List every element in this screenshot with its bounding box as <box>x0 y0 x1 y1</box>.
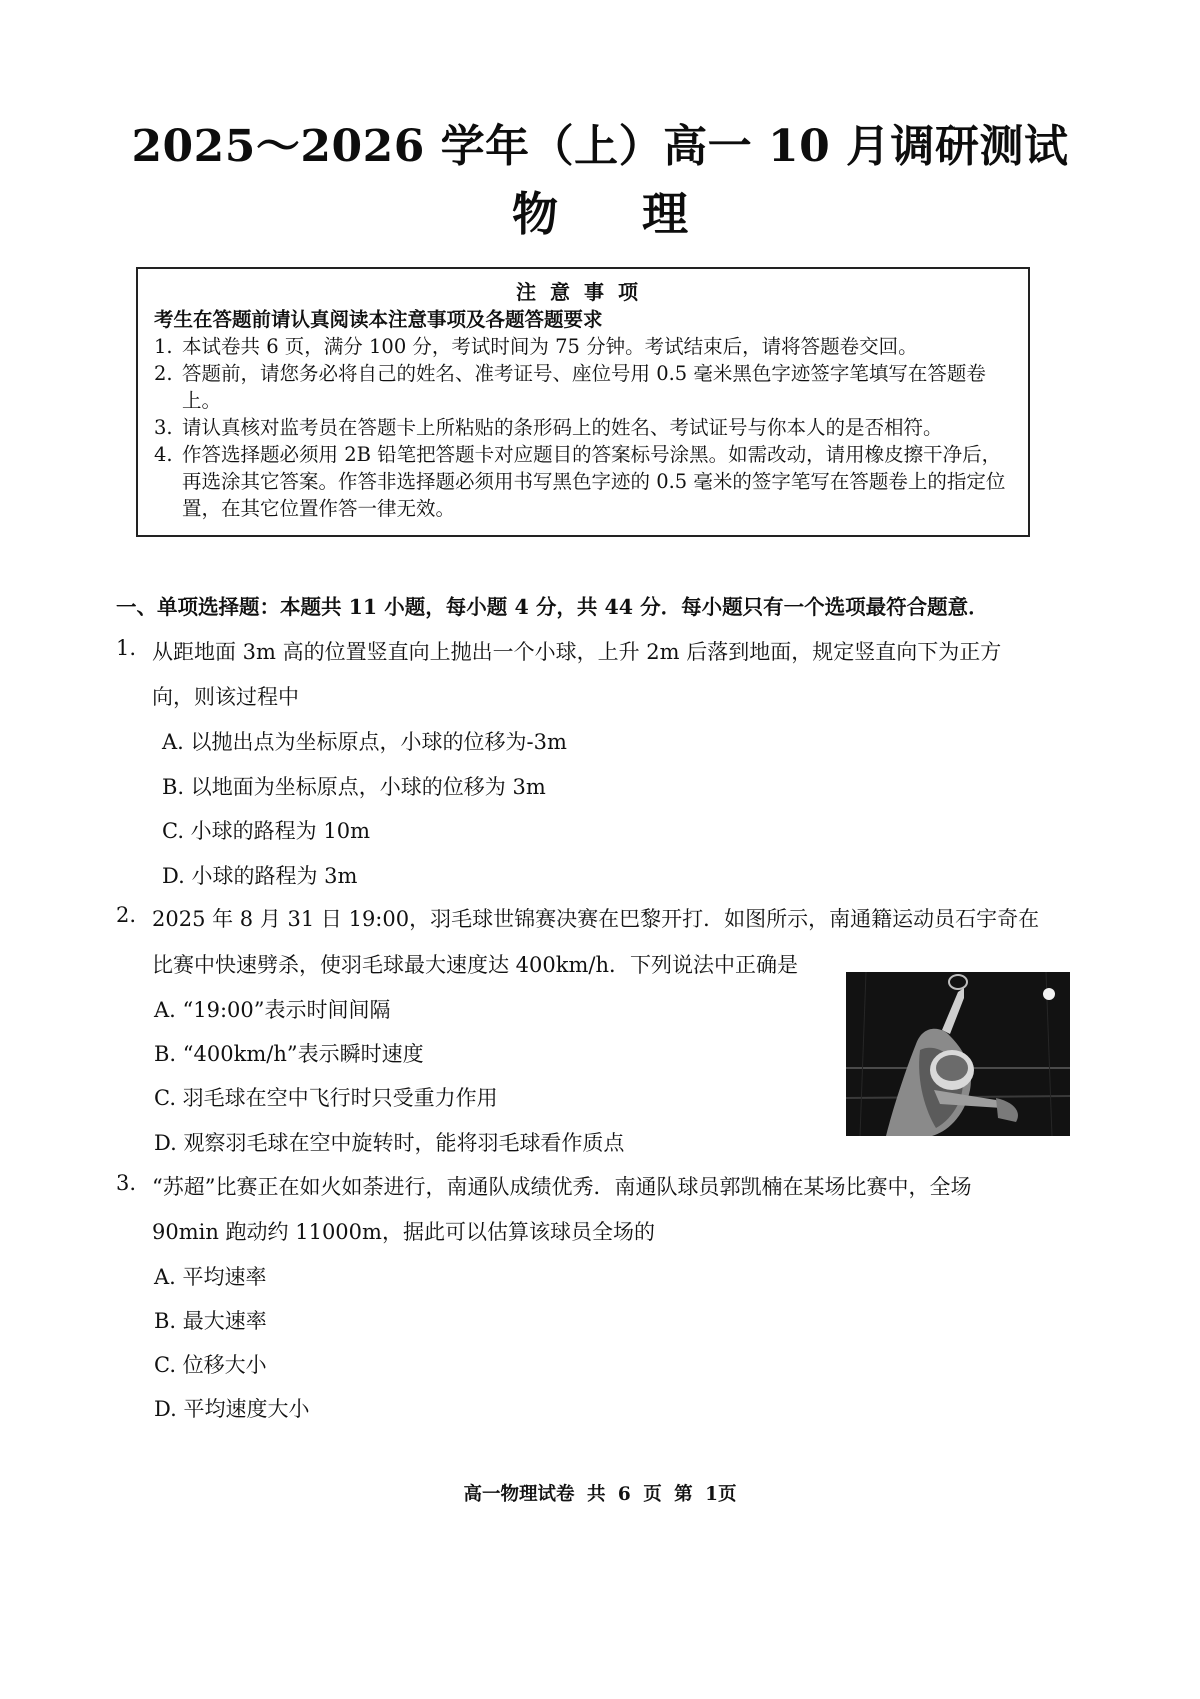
question-1-option-c: C. 小球的路程为 10m <box>162 819 370 843</box>
notice-item-text: 答题前，请您务必将自己的姓名、准考证号、座位号用 0.5 毫米黑色字迹签字笔填写在答题卷上。 <box>182 362 986 412</box>
notice-item <box>154 333 1014 360</box>
subject-title: 物 理 <box>511 187 722 241</box>
notice-item-text: 本试卷共 6 页，满分 100 分，考试时间为 75 分钟。考试结束后，请将答题卷交回。 <box>182 335 918 358</box>
question-3-option-b: B. 最大速率 <box>154 1309 267 1333</box>
question-text: “苏超”比赛正在如火如荼进行，南通队成绩优秀．南通队球员郭凯楠在某场比赛中，全场 <box>152 1175 972 1199</box>
notice-item <box>154 414 1014 441</box>
section-title: 一、单项选择题：本题共 11 小题，每小题 4 分，共 44 分．每小题只有一个选项最符合题意． <box>116 595 989 619</box>
exam-title: 2025～2026 学年（上）高一 10 月调研测试 <box>131 121 1069 172</box>
question-number: 3. <box>116 1171 137 1195</box>
question-2-option-c: C. 羽毛球在空中飞行时只受重力作用 <box>154 1086 498 1110</box>
question-number: 1. <box>116 636 137 660</box>
question-3-stem-line-2: 90min 跑动约 11000m，据此可以估算该球员全场的 <box>152 1220 655 1244</box>
question-1-option-b: B. 以地面为坐标原点，小球的位移为 3m <box>162 775 546 799</box>
question-2-stem-line-2: 比赛中快速劈杀，使羽毛球最大速度达 400km/h．下列说法中正确是 <box>152 953 798 977</box>
question-2-option-a: A. “19:00”表示时间间隔 <box>154 998 391 1022</box>
question-2-stem-line-1 <box>116 903 1039 933</box>
page-footer: 高一物理试卷 共 6 页 第 1页 <box>463 1484 737 1505</box>
question-3-option-a: A. 平均速率 <box>154 1265 267 1289</box>
question-1-stem-line-2: 向，则该过程中 <box>152 685 299 709</box>
question-text: 从距地面 3m 高的位置竖直向上抛出一个小球，上升 2m 后落到地面，规定竖直向下为正方 <box>152 640 1002 664</box>
question-3-stem-line-1 <box>116 1171 971 1201</box>
notice-item-text: 请认真核对监考员在答题卡上所粘贴的条形码上的姓名、考试证号与你本人的是否相符。 <box>182 416 943 439</box>
badminton-player-figure <box>846 972 1070 1136</box>
question-text: 2025 年 8 月 31 日 19:00，羽毛球世锦赛决赛在巴黎开打．如图所示，南通籍运动员石宇奇在 <box>152 907 1040 931</box>
notice-item-text: 作答选择题必须用 2B 铅笔把答题卡对应题目的答案标号涂黑。如需改动，请用橡皮擦干净后，再选涂其它答案。作答非选择题必须用书写黑色字迹的 0.5 毫米的签字笔写在答题卷上的指定位置，在其它位置作答一律无效。 <box>182 443 1006 520</box>
notice-heading: 注意事项 <box>516 280 652 304</box>
question-1-option-d: D. 小球的路程为 3m <box>162 864 358 888</box>
question-1-option-a: A. 以抛出点为坐标原点，小球的位移为-3m <box>162 730 567 754</box>
question-3-option-d: D. 平均速度大小 <box>154 1397 310 1421</box>
notice-subheading: 考生在答题前请认真阅读本注意事项及各题答题要求 <box>154 308 603 331</box>
question-3-option-c: C. 位移大小 <box>154 1353 267 1377</box>
question-number: 2. <box>116 903 137 927</box>
notice-box <box>136 267 1030 537</box>
question-2-option-b: B. “400km/h”表示瞬时速度 <box>154 1042 424 1066</box>
notice-item-number: 3. <box>154 416 173 439</box>
notice-item-number: 4. <box>154 443 173 466</box>
notice-item <box>154 360 1014 414</box>
notice-item-number: 2. <box>154 362 173 385</box>
notice-item-number: 1. <box>154 335 173 358</box>
question-1-stem-line-1 <box>116 636 1001 666</box>
badminton-player-photo <box>846 972 1070 1136</box>
notice-item <box>154 441 1014 522</box>
question-2-option-d: D. 观察羽毛球在空中旋转时，能将羽毛球看作质点 <box>154 1131 625 1155</box>
